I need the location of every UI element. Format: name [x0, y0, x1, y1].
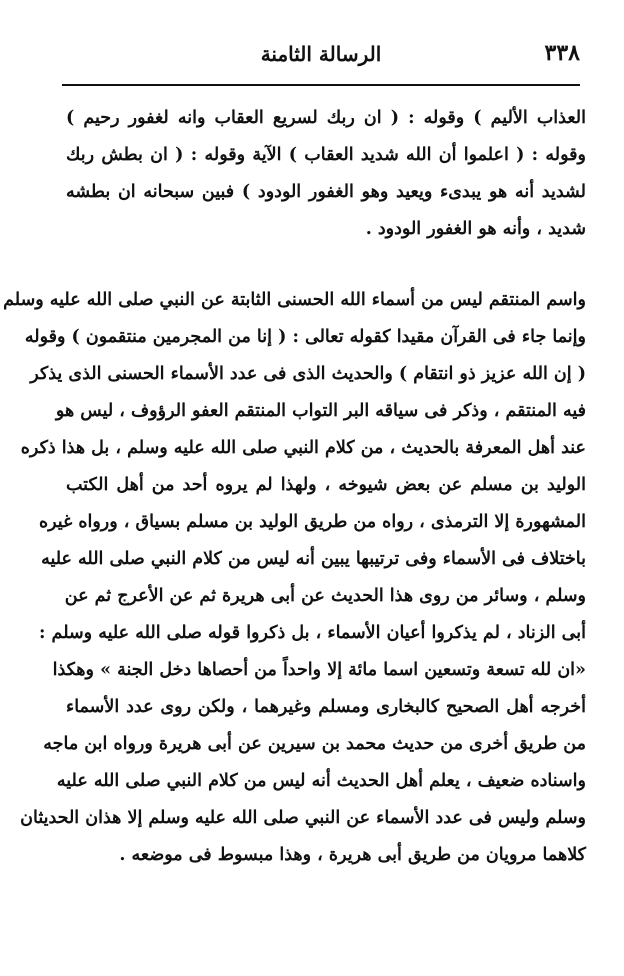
- text-line: باختلاف فى الأسماء وفى ترتيبها يبين أنه ليس من كلام النبي صلى الله عليه: [41, 549, 586, 569]
- running-title: الرسالة الثامنة: [260, 42, 382, 66]
- paragraph-2: [3, 282, 586, 874]
- text-line: ( إن الله عزيز ذو انتقام ) والحديث الذى فى عدد الأسماء الحسنى الذى يذكر: [30, 364, 586, 384]
- header-divider: [62, 84, 580, 86]
- text-line: وقوله : ( اعلموا أن الله شديد العقاب ) الآية وقوله : ( ان بطش ربك: [66, 145, 586, 165]
- text-line: وسلم ، وسائر من روى هذا الحديث عن أبى هريرة ثم عن الأعرج ثم عن: [64, 586, 586, 606]
- text-line: الوليد بن مسلم عن بعض شيوخه ، ولهذا لم يروه أحد من أهل الكتب: [66, 475, 586, 495]
- paragraph-1: [66, 100, 586, 248]
- text-line: كلاهما مرويان من طريق أبى هريرة ، وهذا مبسوط فى موضعه .: [119, 845, 586, 865]
- text-line: المشهورة إلا الترمذى ، رواه من طريق الوليد بن مسلم بسياق ، ورواه غيره: [38, 512, 586, 532]
- text-line: واسم المنتقم ليس من أسماء الله الحسنى الثابتة عن النبي صلى الله عليه وسلم: [3, 290, 586, 310]
- text-line: لشديد أنه هو يبدىء ويعيد وهو الغفور الودود ) فبين سبحانه ان بطشه: [66, 182, 586, 202]
- page-number: ٣٣٨: [544, 40, 580, 66]
- text-line: واسناده ضعيف ، يعلم أهل الحديث أنه ليس من كلام النبي صلى الله عليه: [56, 771, 586, 791]
- text-line: أخرجه أهل الصحيح كالبخارى ومسلم وغيرهما ، ولكن روى عدد الأسماء: [66, 697, 586, 717]
- text-line: «ان لله تسعة وتسعين اسما مائة إلا واحداً من أحصاها دخل الجنة » وهكذا: [52, 660, 586, 680]
- text-line: شديد ، وأنه هو الغفور الودود .: [365, 219, 586, 239]
- text-line: فيه المنتقم ، وذكر فى سياقه البر التواب المنتقم العفو الرؤوف ، ليس هو: [55, 401, 586, 421]
- page-header: [62, 38, 580, 78]
- text-line: عند أهل المعرفة بالحديث ، من كلام النبي صلى الله عليه وسلم ، بل هذا ذكره: [20, 438, 586, 458]
- text-line: وسلم وليس فى عدد الأسماء عن النبي صلى الله عليه وسلم إلا هذان الحديثان: [20, 808, 586, 828]
- text-line: وإنما جاء فى القرآن مقيدا كقوله تعالى : ( إنا من المجرمين منتقمون ) وقوله: [24, 327, 586, 347]
- text-line: أبى الزناد ، لم يذكروا أعيان الأسماء ، بل ذكروا قوله صلى الله عليه وسلم :: [39, 623, 586, 643]
- text-line: العذاب الأليم ) وقوله : ( ان ربك لسريع العقاب وانه لغفور رحيم ): [66, 108, 586, 128]
- text-line: من طريق أخرى من حديث محمد بن سيرين عن أبى هريرة ورواه ابن ماجه: [43, 734, 586, 754]
